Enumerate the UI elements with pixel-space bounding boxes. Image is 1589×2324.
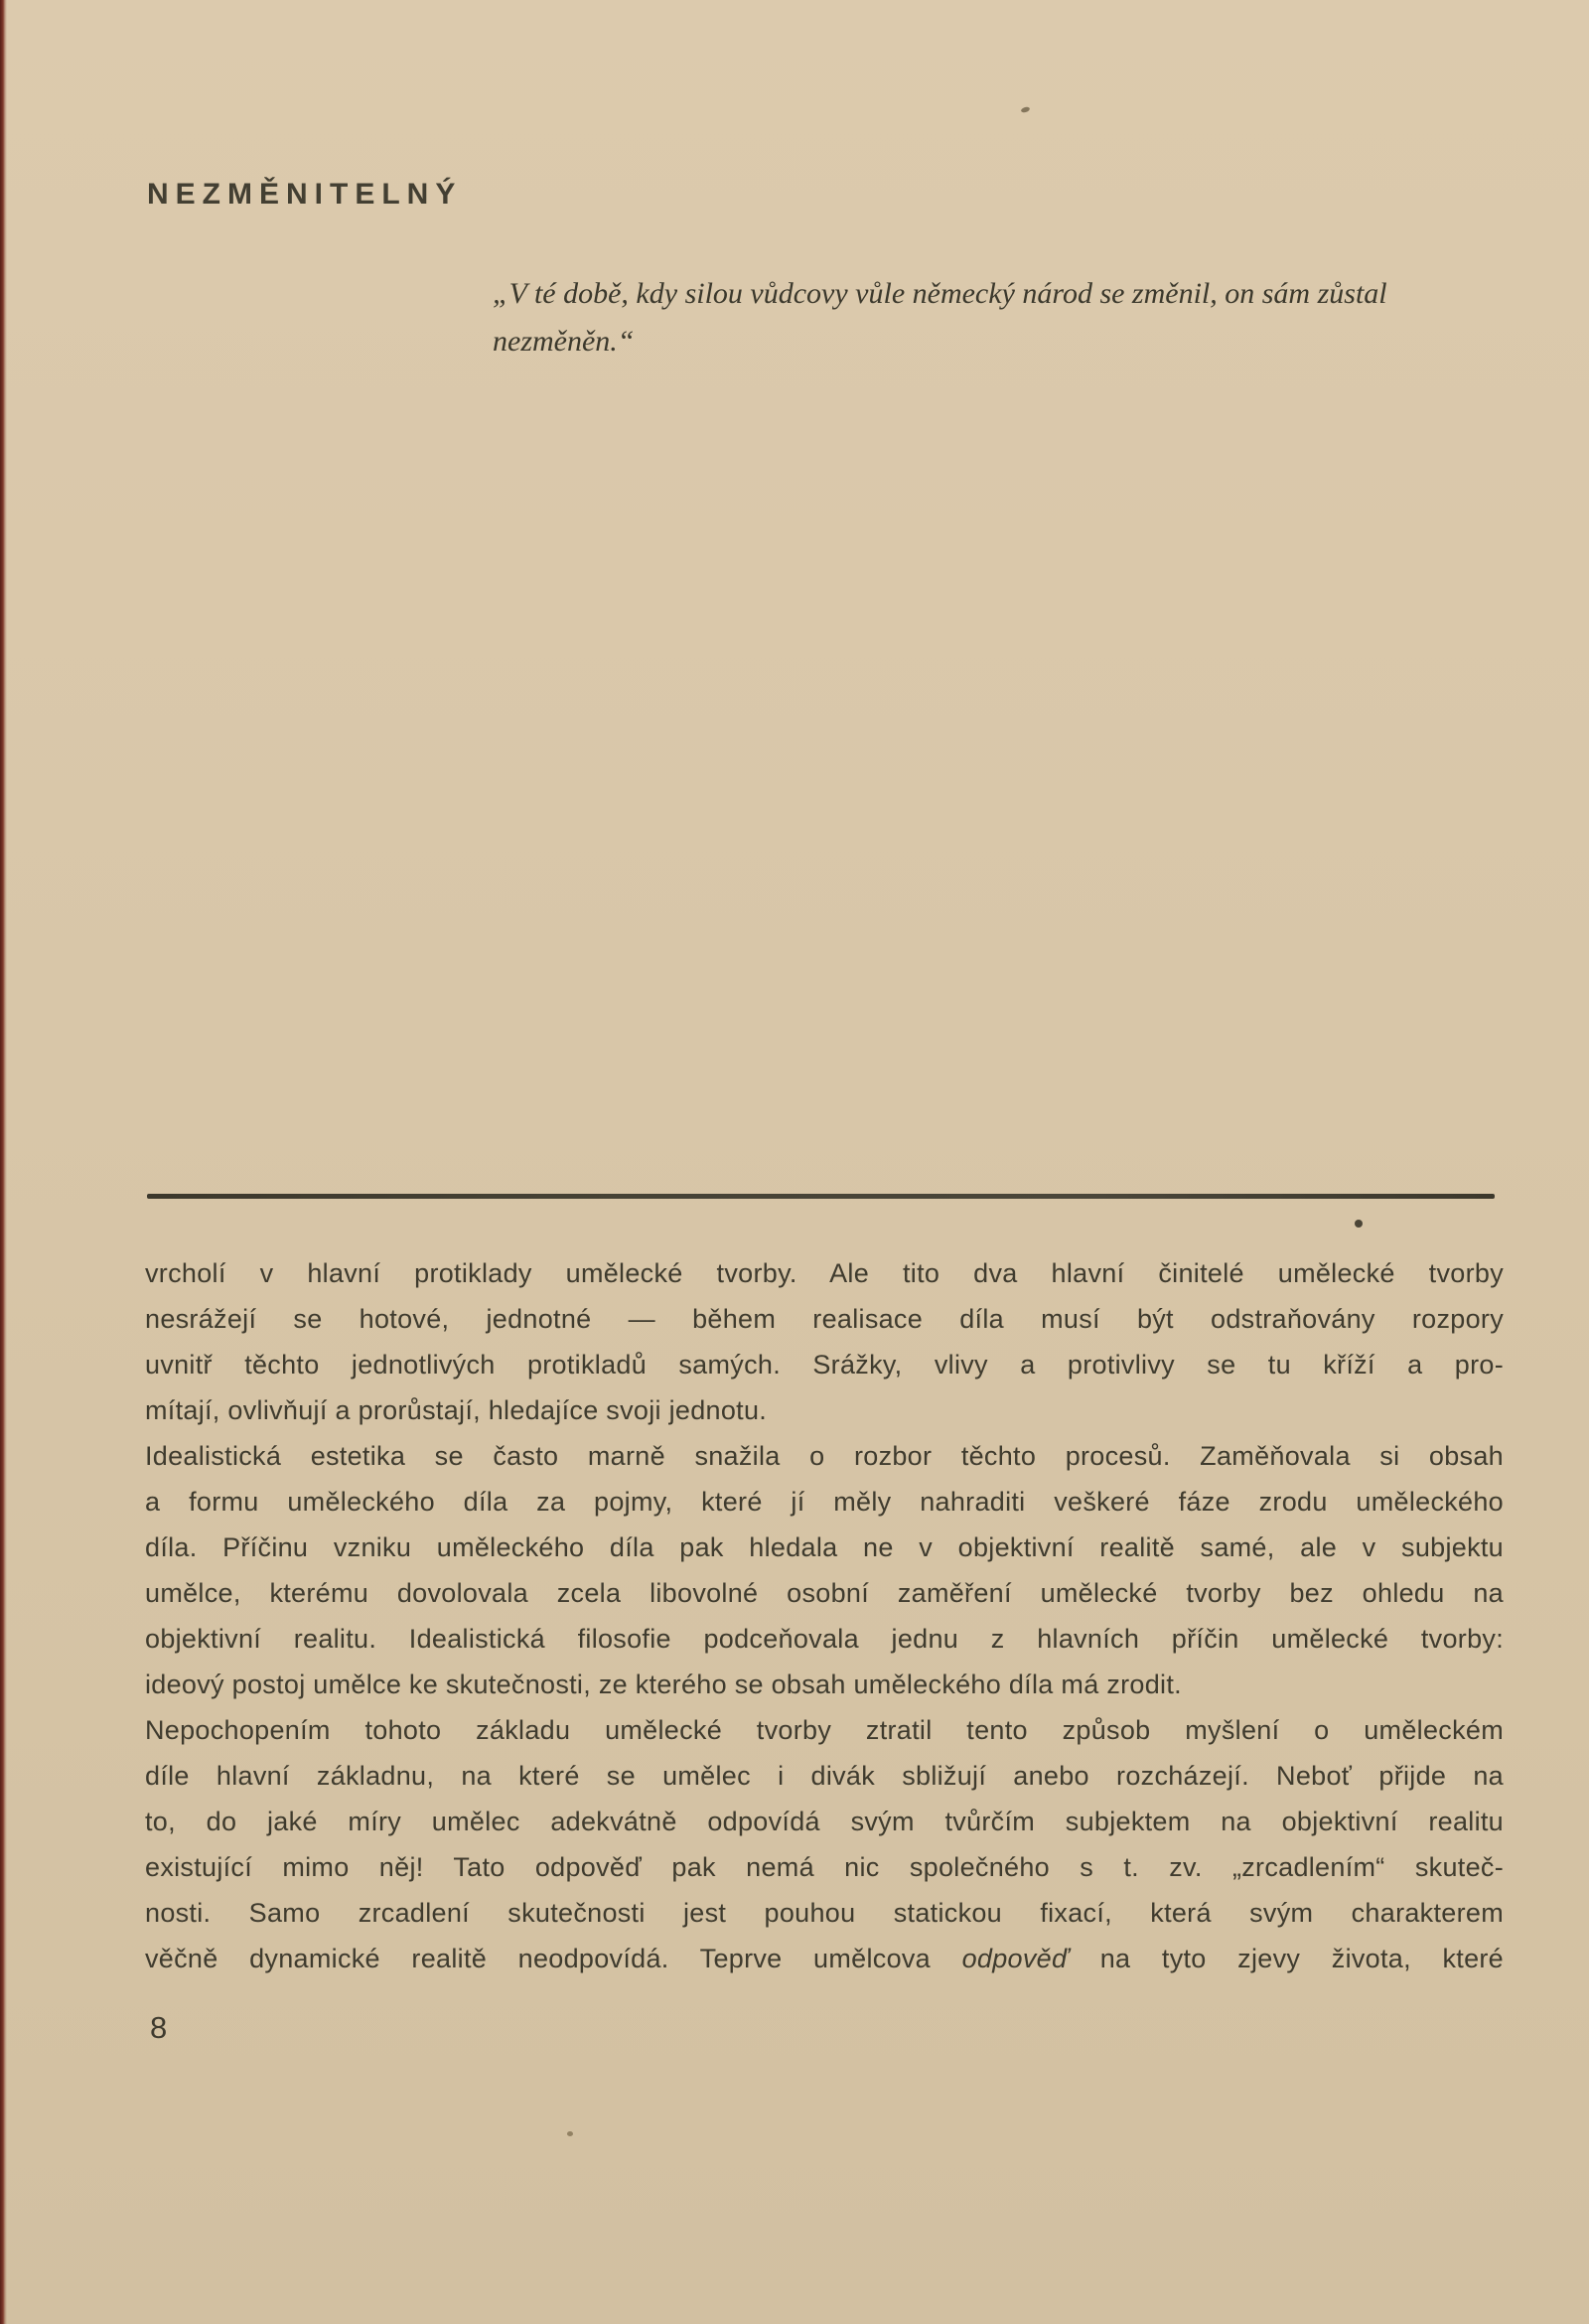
paragraph-2 bbox=[145, 1433, 1504, 1707]
text-segment: objektivní realitu. Idealistická filosofie podceňovala jednu z hlavních příčin umělecké tvorby: bbox=[145, 1624, 1504, 1654]
paragraph-1 bbox=[145, 1250, 1504, 1433]
body-line bbox=[145, 1387, 1504, 1433]
body-line bbox=[145, 1662, 1504, 1707]
body-line bbox=[145, 1433, 1504, 1479]
body-line bbox=[145, 1844, 1504, 1890]
ink-dot bbox=[1355, 1220, 1363, 1228]
chapter-heading: NEZMĚNITELNÝ bbox=[147, 178, 463, 211]
body-line bbox=[145, 1250, 1504, 1296]
body-line bbox=[145, 1616, 1504, 1662]
paper-speck bbox=[1020, 106, 1030, 114]
text-segment: nesrážejí se hotové, jednotné — během realisace díla musí být odstraňovány rozpory bbox=[145, 1304, 1504, 1334]
body-line bbox=[145, 1525, 1504, 1570]
body-line bbox=[145, 1342, 1504, 1387]
text-segment: uvnitř těchto jednotlivých protikladů samých. Srážky, vlivy a protivlivy se tu kříží a pro- bbox=[145, 1350, 1504, 1380]
page-binding-edge bbox=[0, 0, 7, 2324]
body-line bbox=[145, 1707, 1504, 1753]
text-segment: ideový postoj umělce ke skutečnosti, ze kterého se obsah uměleckého díla má zrodit. bbox=[145, 1670, 1182, 1699]
body-text bbox=[145, 1250, 1504, 1981]
epigraph-quote bbox=[493, 270, 1516, 365]
text-segment: věčně dynamické realitě neodpovídá. Teprve umělcova bbox=[145, 1944, 962, 1973]
epigraph-quote-line-1: „V té době, kdy silou vůdcovy vůle německý národ se změnil, on sám zůstal bbox=[493, 277, 1387, 310]
text-segment: díla. Příčinu vzniku uměleckého díla pak hledala ne v objektivní realitě samé, ale v subjektu bbox=[145, 1532, 1504, 1562]
body-line bbox=[145, 1799, 1504, 1844]
body-line bbox=[145, 1753, 1504, 1799]
page-number: 8 bbox=[150, 2010, 168, 2045]
section-divider-rule bbox=[147, 1194, 1495, 1199]
italic-word: odpověď bbox=[961, 1944, 1070, 1973]
body-line bbox=[145, 1479, 1504, 1525]
body-line bbox=[145, 1890, 1504, 1936]
body-line bbox=[145, 1570, 1504, 1616]
text-segment: na tyto zjevy života, které bbox=[1069, 1944, 1504, 1973]
text-segment: umělce, kterému dovolovala zcela libovolné osobní zaměření umělecké tvorby bez ohledu na bbox=[145, 1578, 1504, 1608]
text-segment: díle hlavní základnu, na které se umělec i divák sbližují anebo rozcházejí. Neboť přijde na bbox=[145, 1761, 1504, 1791]
paper-speck bbox=[567, 2131, 573, 2136]
body-line bbox=[145, 1296, 1504, 1342]
text-segment: a formu uměleckého díla za pojmy, které jí měly nahraditi veškeré fáze zrodu uměleckého bbox=[145, 1487, 1504, 1517]
text-segment: mítají, ovlivňují a prorůstají, hledajíce svoji jednotu. bbox=[145, 1395, 768, 1425]
text-segment: nosti. Samo zrcadlení skutečnosti jest pouhou statickou fixací, která svým charakterem bbox=[145, 1898, 1504, 1928]
text-segment: existující mimo něj! Tato odpověď pak nemá nic společného s t. zv. „zrcadlením“ skuteč- bbox=[145, 1852, 1504, 1882]
epigraph-quote-line-2: nezměněn.“ bbox=[493, 325, 635, 358]
text-segment: Nepochopením tohoto základu umělecké tvorby ztratil tento způsob myšlení o uměleckém bbox=[145, 1715, 1504, 1745]
paragraph-3 bbox=[145, 1707, 1504, 1981]
body-line bbox=[145, 1936, 1504, 1981]
text-segment: Idealistická estetika se často marně snažila o rozbor těchto procesů. Zaměňovala si obsah bbox=[145, 1441, 1504, 1471]
text-segment: to, do jaké míry umělec adekvátně odpovídá svým tvůrčím subjektem na objektivní realitu bbox=[145, 1807, 1504, 1836]
text-segment: vrcholí v hlavní protiklady umělecké tvorby. Ale tito dva hlavní činitelé umělecké tvorby bbox=[145, 1258, 1504, 1288]
